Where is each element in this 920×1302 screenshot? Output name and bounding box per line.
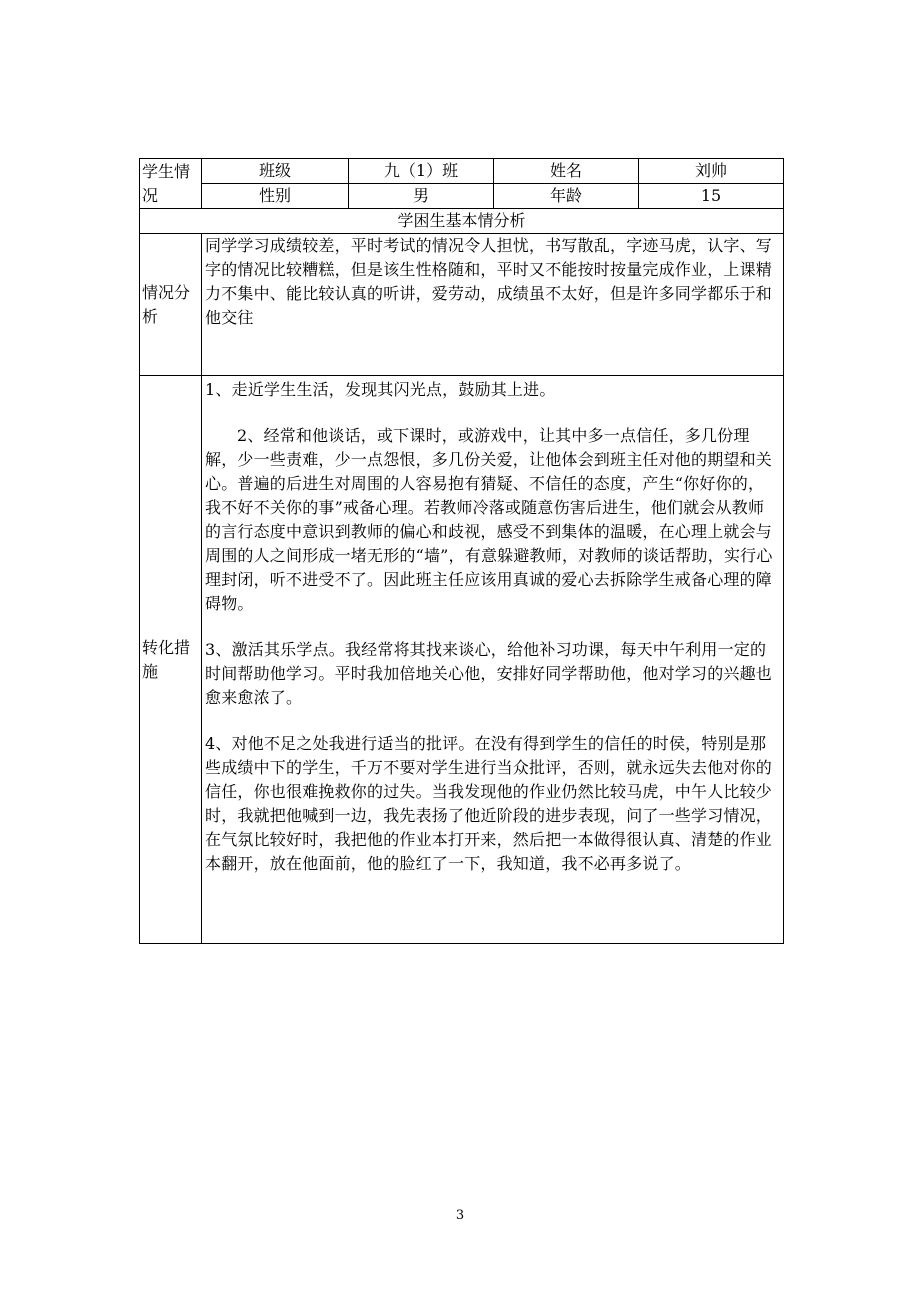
analysis-title: 学困生基本情分析 (140, 209, 784, 234)
age-label: 年龄 (494, 184, 639, 209)
gender-value: 男 (349, 184, 494, 209)
student-info-table (139, 158, 784, 944)
class-value: 九（1）班 (349, 159, 494, 184)
measures-label: 转化措施 (140, 376, 202, 944)
analysis-label: 情况分析 (140, 234, 202, 376)
measures-content (202, 376, 784, 944)
analysis-text: 同学学习成绩较差，平时考试的情况令人担忧，书写散乱，字迹马虎，认字、写字的情况比较糟糕，但是该生性格随和，平时又不能按时按量完成作业，上课精力不集中、能比较认真的听讲，爱劳动，成绩虽不太好，但是许多同学都乐于和他交往 (202, 234, 784, 376)
student-situation-label: 学生情况 (140, 159, 202, 209)
name-value: 刘帅 (639, 159, 784, 184)
measure-paragraph-3: 3、激活其乐学点。我经常将其找来谈心，给他补习功课，每天中午利用一定的时间帮助他学习。平时我加倍地关心他，安排好同学帮助他，他对学习的兴趣也愈来愈浓了。 (205, 640, 773, 707)
gender-label: 性别 (202, 184, 349, 209)
measure-paragraph-4: 4、对他不足之处我进行适当的批评。在没有得到学生的信任的时侯，特别是那些成绩中下的学生，千万不要对学生进行当众批评，否则，就永远失去他对你的信任，你也很难挽救你的过失。当我发现他的作业仍然比较马虎，中午人比较少时，我就把他喊到一边，我先表扬了他近阶段的进步表现，问了一些学习情况，在气氛比较好时，我把他的作业本打开来，然后把一本做得很认真、清楚的作业本翻开，放在他面前，他的脸红了一下，我知道，我不必再多说了。 (205, 734, 773, 873)
page-number: 3 (455, 1208, 465, 1223)
measure-paragraph-2: 2、经常和他谈话，或下课时，或游戏中，让其中多一点信任，多几份理解，少一些责难，少一点怨恨，多几份关爱，让他体会到班主任对他的期望和关心。普遍的后进生对周围的人容易抱有猜疑、不信任的态度，产生“你好你的，我不好不关你的事”戒备心理。若教师冷落或随意伤害后进生，他们就会从教师的言行态度中意识到教师的偏心和歧视，感受不到集体的温暖，在心理上就会与周围的人之间形成一堵无形的“墙”，有意躲避教师，对教师的谈话帮助，实行心理封闭，听不进受不了。因此班主任应该用真诚的爱心去拆除学生戒备心理的障碍物。 (205, 426, 773, 613)
age-value: 15 (639, 184, 784, 209)
name-label: 姓名 (494, 159, 639, 184)
measure-paragraph-1: 1、走近学生生活，发现其闪光点，鼓励其上进。 (205, 380, 556, 399)
class-label: 班级 (202, 159, 349, 184)
